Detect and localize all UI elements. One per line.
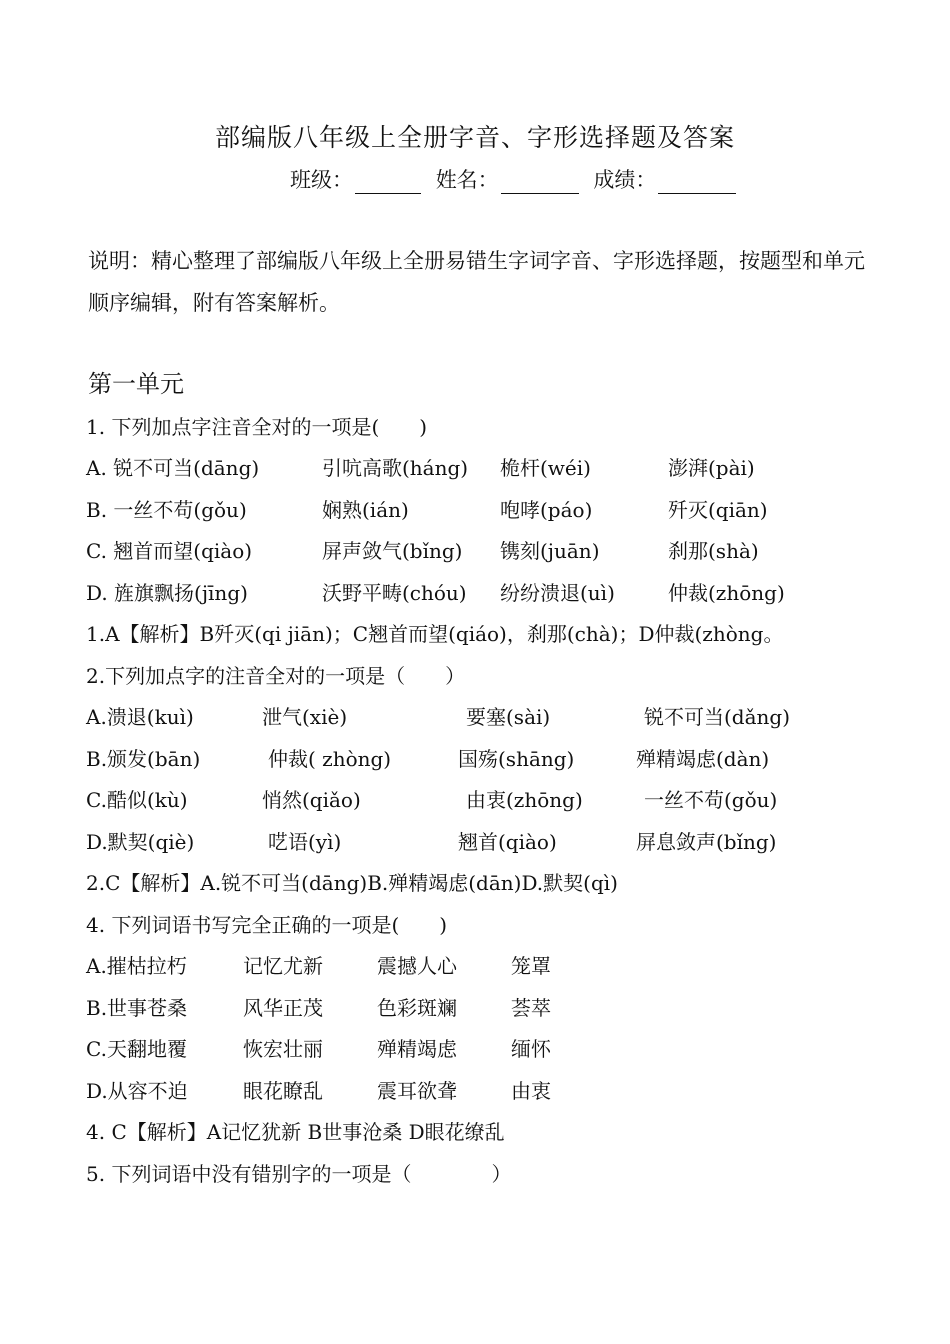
option-cell: 荟萃: [511, 996, 551, 1020]
student-info-row: [290, 164, 744, 194]
option-cell: B.颁发(bān): [86, 747, 201, 771]
page-title: 部编版八年级上全册字音、字形选择题及答案: [214, 123, 735, 152]
option-cell: 屏息敛声(bǐng): [636, 830, 777, 854]
unit-heading: 第一单元: [88, 370, 184, 398]
option-cell: 锐不可当(dǎng): [644, 705, 791, 729]
name-blank: [501, 169, 579, 194]
option-cell: 沃野平畴(chóu): [322, 581, 467, 605]
name-label: 姓名：: [435, 168, 499, 192]
option-cell: 咆哮(páo): [500, 498, 593, 522]
option-cell: 由衷: [511, 1079, 551, 1103]
option-cell: 一丝不苟(gǒu): [644, 788, 778, 812]
option-cell: 恢宏壮丽: [243, 1037, 323, 1061]
option-cell: 要塞(sài): [466, 705, 551, 729]
text-line: 2.下列加点字的注音全对的一项是（ ）: [86, 664, 466, 688]
class-label: 班级：: [290, 168, 353, 192]
intro-paragraph: 说明：精心整理了部编版八年级上全册易错生字词字音、字形选择题，按题型和单元顺序编辑，附有答案解析。: [88, 249, 865, 315]
option-cell: 殚精竭虑(dàn): [636, 747, 770, 771]
text-line: 4. 下列词语书写完全正确的一项是( ): [86, 913, 448, 937]
option-cell: 翘首(qiào): [458, 830, 557, 854]
option-cell: A. 锐不可当(dāng): [86, 456, 260, 480]
text-line: 1.A【解析】B歼灭(qi jiān)；C翘首而望(qiáo)，刹那(chà)；D仲裁(zhòng。: [86, 622, 784, 646]
score-label: 成绩：: [593, 168, 657, 192]
text-line: 2.C【解析】A.锐不可当(dāng)B.殚精竭虑(dān)D.默契(qì): [86, 871, 618, 895]
option-cell: D. 旌旗飘扬(jīng): [86, 581, 248, 605]
option-cell: 歼灭(qiān): [668, 498, 768, 522]
option-cell: 色彩斑斓: [377, 996, 457, 1020]
option-cell: C.天翻地覆: [86, 1037, 187, 1061]
option-cell: B.世事苍桑: [86, 996, 188, 1020]
option-cell: 呓语(yì): [268, 830, 342, 854]
option-cell: 澎湃(pài): [668, 456, 755, 480]
option-cell: 泄气(xiè): [262, 705, 348, 729]
option-cell: 殚精竭虑: [377, 1037, 457, 1061]
class-blank: [355, 169, 421, 194]
option-cell: 眼花瞭乱: [243, 1079, 323, 1103]
option-cell: 笼罩: [511, 954, 551, 978]
option-cell: A.摧枯拉朽: [86, 954, 187, 978]
option-cell: A.溃退(kuì): [86, 705, 194, 729]
text-line: 5. 下列词语中没有错别字的一项是（ ）: [86, 1162, 512, 1186]
option-cell: 刹那(shà): [668, 539, 759, 563]
option-cell: 纷纷溃退(uì): [500, 581, 615, 605]
option-cell: 悄然(qiǎo): [262, 788, 361, 812]
option-cell: 风华正茂: [243, 996, 323, 1020]
option-cell: C.酷似(kù): [86, 788, 188, 812]
option-cell: 娴熟(ián): [322, 498, 409, 522]
option-cell: D.从容不迫: [86, 1079, 188, 1103]
option-cell: 屏声敛气(bǐng): [322, 539, 463, 563]
option-cell: B. 一丝不苟(gǒu): [86, 498, 247, 522]
score-blank: [658, 169, 736, 194]
option-cell: 仲裁( zhòng): [268, 747, 392, 771]
option-cell: 由衷(zhōng): [466, 788, 583, 812]
option-cell: D.默契(qiè): [86, 830, 195, 854]
option-cell: C. 翘首而望(qiào): [86, 539, 253, 563]
option-cell: 国殇(shāng): [458, 747, 575, 771]
option-cell: 桅杆(wéi): [500, 456, 591, 480]
option-cell: 震撼人心: [377, 954, 457, 978]
option-cell: 仲裁(zhōng): [668, 581, 785, 605]
option-cell: 引吭高歌(háng): [322, 456, 469, 480]
text-line: 4. C【解析】A记忆犹新 B世事沧桑 D眼花缭乱: [86, 1120, 505, 1144]
option-cell: 震耳欲聋: [377, 1079, 457, 1103]
option-cell: 缅怀: [511, 1037, 551, 1061]
option-cell: 记忆尤新: [243, 954, 323, 978]
text-line: 1. 下列加点字注音全对的一项是( ): [86, 415, 428, 439]
option-cell: 镌刻(juān): [500, 539, 600, 563]
